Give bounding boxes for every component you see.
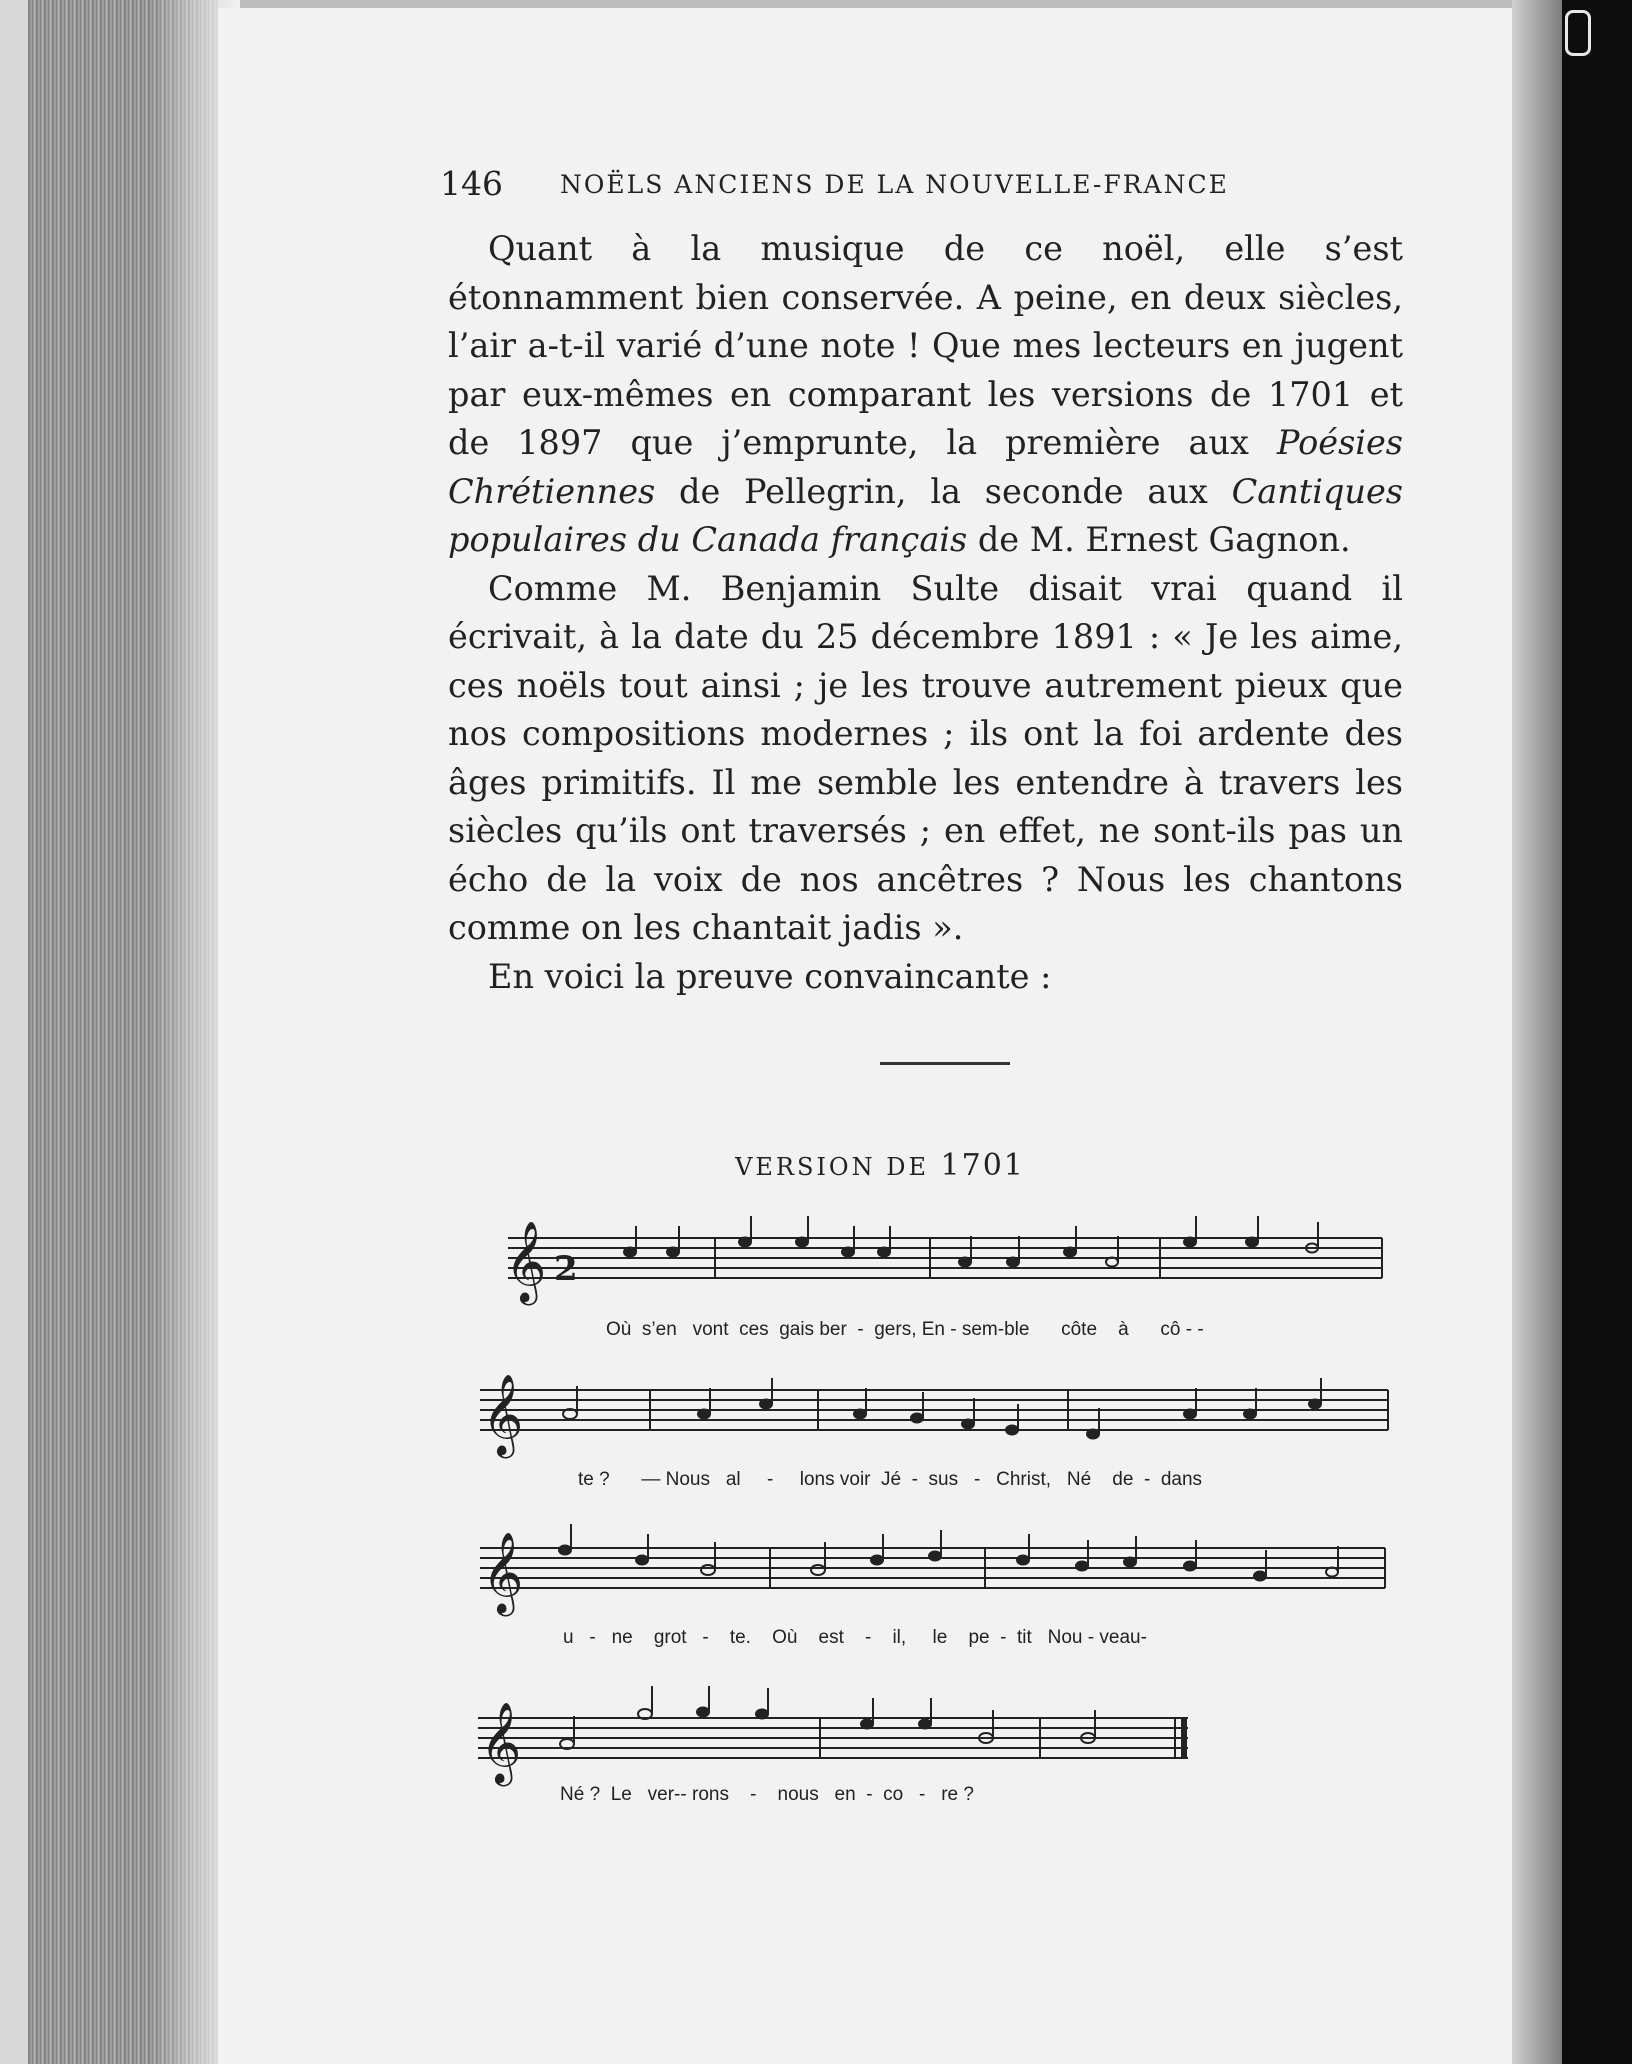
lyrics-line-4: Né ? Le ver-- rons - nous en - co - re ?: [560, 1784, 974, 1805]
staff-3-notes: [559, 1524, 1338, 1581]
lyrics-line-3: u - ne grot - te. Où est - il, le pe - tit Nou - veau-: [563, 1627, 1147, 1648]
paragraph-3: En voici la preuve convaincante :: [488, 956, 1052, 996]
page-number: 146: [440, 164, 503, 203]
title-cantiques-populaires: Cantiques populaires du Canada français: [448, 471, 1403, 559]
time-signature: 2: [554, 1249, 578, 1289]
version-label: VERSION DE: [735, 1153, 929, 1181]
treble-clef-icon: 𝄞: [505, 1220, 547, 1302]
final-barline: [1181, 1718, 1187, 1758]
lyrics-line-2: te ? — Nous al - lons voir Jé - sus - Christ, Né de - dans: [578, 1469, 1203, 1490]
running-title: NOËLS ANCIENS DE LA NOUVELLE-FRANCE: [560, 170, 1229, 199]
treble-clef-icon: 𝄞: [482, 1531, 524, 1613]
paragraph-1-text-c: de M. Ernest Gagnon.: [967, 520, 1351, 559]
paragraph-2: Comme M. Benjamin Sulte disait vrai quand il écrivait, à la date du 25 décembre 1891 : « Je les aime, ces noëls tout ainsi ; je les trouve autrement pieux que nos compositions modernes ; ils ont la foi ardente des âges primitifs. Il me semble les entendre à travers les siècles qu’ils ont traversés ; en effet, ne sont-ils pas un écho de la voix de nos ancêtres ? Nous les chantons comme on les chantait jadis ».: [448, 568, 1403, 947]
treble-clef-icon: 𝄞: [480, 1701, 522, 1783]
version-year: 1701: [940, 1148, 1025, 1183]
lyrics-line-1: Où s’en vont ces gais ber - gers, En - sem-ble côte à cô - -: [606, 1319, 1204, 1340]
paragraph-1-text-a: Quant à la musique de ce noël, elle s’est étonnamment bien conservée. A peine, en deux siècles, l’air a-t-il varié d’une note ! Que mes lecteurs en jugent par eux-mêmes en comparant les versions de 1701 et de 1897 que j’emprunte, la première aux: [448, 229, 1403, 462]
title-poesies-chretiennes: Poésies Chrétiennes: [448, 423, 1403, 511]
paragraph-1-text-b: de Pellegrin, la seconde aux: [655, 471, 1232, 511]
treble-clef-icon: 𝄞: [482, 1373, 524, 1455]
